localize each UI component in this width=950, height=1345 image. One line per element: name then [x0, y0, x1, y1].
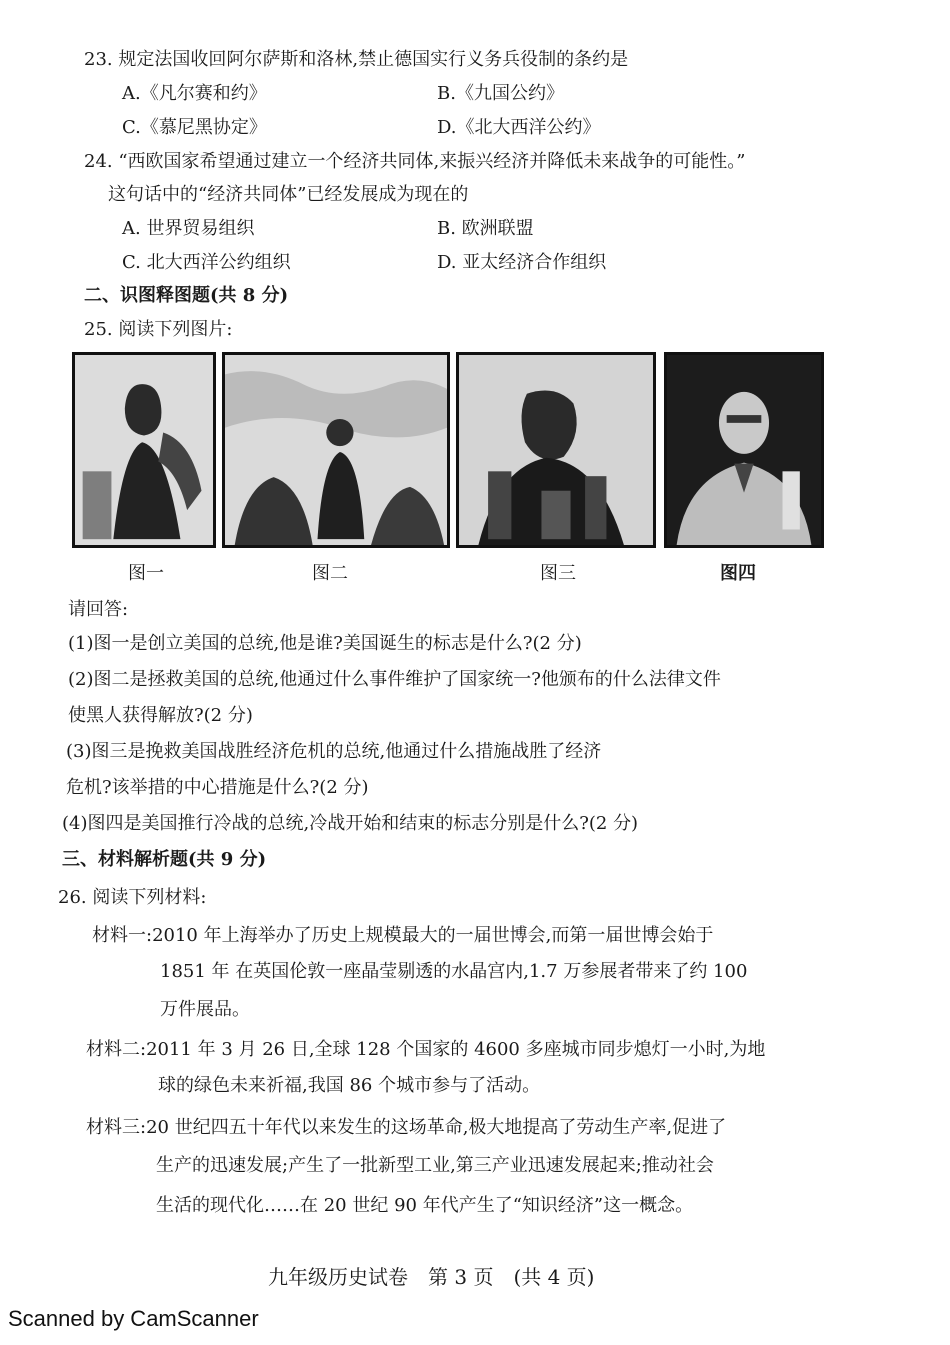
page-footer: 九年级历史试卷 第 3 页 (共 4 页)	[268, 1265, 595, 1289]
q24-option-b: B. 欧洲联盟	[437, 218, 534, 239]
material-3-line-3: 生活的现代化……在 20 世纪 90 年代产生了“知识经济”这一概念。	[156, 1195, 694, 1216]
material-1-line-1: 材料一:2010 年上海举办了历史上规模最大的一届世博会,而第一届世博会始于	[92, 925, 714, 946]
scanner-watermark: Scanned by CamScanner	[8, 1306, 259, 1331]
q23-option-b: B.《九国公约》	[437, 83, 564, 104]
q24-stem-line2: 这句话中的“经济共同体”已经发展成为现在的	[108, 184, 469, 205]
material-3-line-2: 生产的迅速发展;产生了一批新型工业,第三产业迅速发展起来;推动社会	[156, 1155, 714, 1176]
q23-option-a: A.《凡尔赛和约》	[122, 83, 267, 104]
q24-option-d: D. 亚太经济合作组织	[437, 252, 607, 273]
caption-fig2: 图二	[312, 563, 348, 584]
photo-lincoln	[222, 352, 450, 548]
q25-line-5: 危机?该举措的中心措施是什么?(2 分)	[66, 777, 369, 798]
q25-intro: 25. 阅读下列图片:	[84, 319, 233, 340]
q25-line-1: (1)图一是创立美国的总统,他是谁?美国诞生的标志是什么?(2 分)	[68, 633, 582, 654]
q25-line-2: (2)图二是拯救美国的总统,他通过什么事件维护了国家统一?他颁布的什么法律文件	[68, 669, 721, 690]
photo-roosevelt	[456, 352, 656, 548]
material-2-line-2: 球的绿色未来祈福,我国 86 个城市参与了活动。	[158, 1075, 541, 1096]
q24-option-a: A. 世界贸易组织	[122, 218, 255, 239]
q23-stem: 23. 规定法国收回阿尔萨斯和洛林,禁止德国实行义务兵役制的条约是	[84, 49, 629, 70]
caption-fig4: 图四	[720, 563, 756, 584]
section3-heading: 三、材料解析题(共 9 分)	[62, 849, 267, 870]
q26-intro: 26. 阅读下列材料:	[58, 887, 207, 908]
q25-line-3: 使黑人获得解放?(2 分)	[68, 705, 253, 726]
q23-option-c: C.《慕尼黑协定》	[122, 117, 267, 138]
q25-prompt: 请回答:	[68, 599, 129, 620]
caption-fig1: 图一	[128, 563, 164, 584]
caption-fig3: 图三	[540, 563, 576, 584]
photo-washington	[72, 352, 216, 548]
material-2-line-1: 材料二:2011 年 3 月 26 日,全球 128 个国家的 4600 多座城市同步熄灯一小时,为地	[86, 1039, 766, 1060]
material-1-line-3: 万件展品。	[160, 999, 250, 1020]
material-1-line-2: 1851 年 在英国伦敦一座晶莹剔透的水晶宫内,1.7 万参展者带来了约 100	[160, 961, 748, 982]
q24-option-c: C. 北大西洋公约组织	[122, 252, 291, 273]
material-3-line-1: 材料三:20 世纪四五十年代以来发生的这场革命,极大地提高了劳动生产率,促进了	[86, 1117, 727, 1138]
q25-line-6: (4)图四是美国推行冷战的总统,冷战开始和结束的标志分别是什么?(2 分)	[62, 813, 639, 834]
q23-option-d: D.《北大西洋公约》	[437, 117, 601, 138]
section2-heading: 二、识图释图题(共 8 分)	[84, 285, 289, 306]
q24-stem-line1: 24. “西欧国家希望通过建立一个经济共同体,来振兴经济并降低未来战争的可能性。”	[84, 151, 746, 172]
photo-truman	[664, 352, 824, 548]
q25-line-4: (3)图三是挽救美国战胜经济危机的总统,他通过什么措施战胜了经济	[66, 741, 602, 762]
